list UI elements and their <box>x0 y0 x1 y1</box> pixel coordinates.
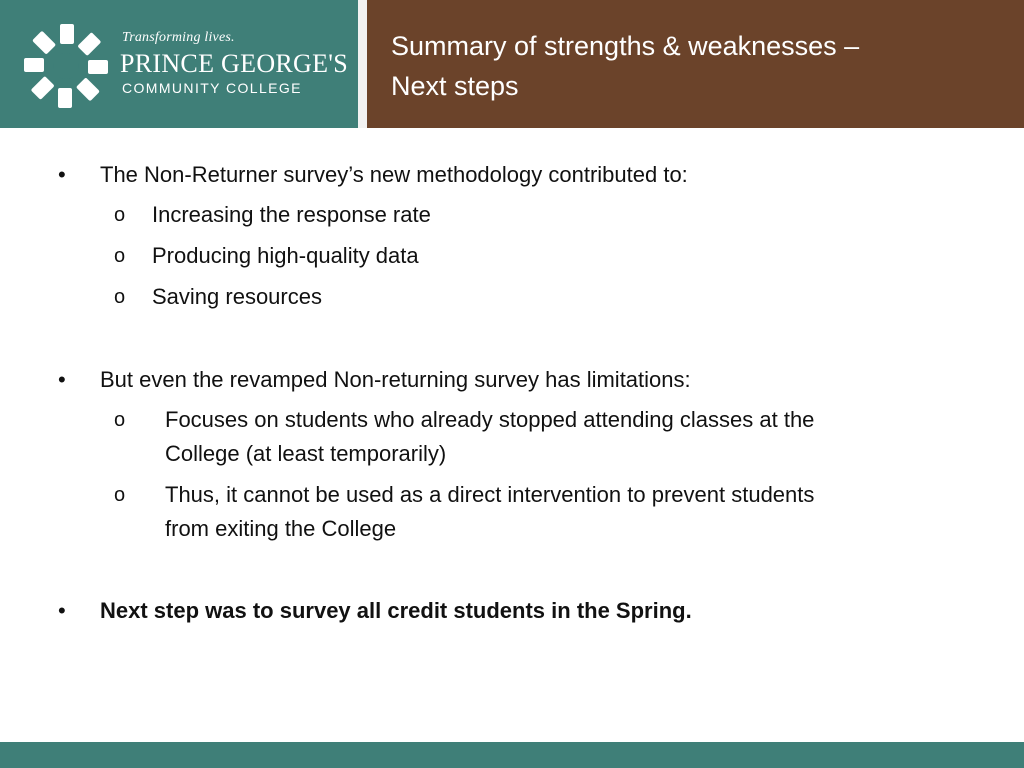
bullet-3-marker: • <box>58 598 66 623</box>
sub-marker: o <box>114 286 126 308</box>
slide-title <box>391 26 991 106</box>
header-divider <box>358 0 367 128</box>
bullet-1-text: The Non-Returner survey’s new methodology contributed to: <box>100 162 688 187</box>
sub-text-line1: Thus, it cannot be used as a direct intervention to prevent students <box>165 482 815 507</box>
sub-text: Saving resources <box>152 284 322 309</box>
sub-text: Producing high-quality data <box>152 243 419 268</box>
bullet-2-marker: • <box>58 367 66 392</box>
sub-marker: o <box>114 245 126 267</box>
bullet-1-sub-3 <box>114 280 322 314</box>
sub-text-line1: Focuses on students who already stopped attending classes at the <box>165 407 815 432</box>
college-logo-icon <box>22 22 110 110</box>
bullet-1-sub-2 <box>114 239 419 273</box>
sub-marker: o <box>114 204 126 226</box>
bullet-3 <box>58 594 960 628</box>
bullet-2-sub-2 <box>114 478 985 546</box>
bullet-3-text: Next step was to survey all credit students in the Spring. <box>100 598 692 623</box>
title-panel <box>367 0 1024 128</box>
logo-college-name: PRINCE GEORGE'S <box>120 49 349 78</box>
bullet-1-sub-1 <box>114 198 431 232</box>
slide-title-line2: Next steps <box>391 71 519 101</box>
bullet-2-sub-1 <box>114 403 965 471</box>
bullet-1-marker: • <box>58 162 66 187</box>
slide-header <box>0 0 1024 128</box>
logo-panel <box>0 0 358 128</box>
slide-title-line1: Summary of strengths & weaknesses – <box>391 31 860 61</box>
bullet-2-text: But even the revamped Non-returning survey has limitations: <box>100 367 691 392</box>
sub-marker: o <box>114 409 126 431</box>
bullet-1 <box>58 158 960 192</box>
sub-text-line2: College (at least temporarily) <box>165 441 447 466</box>
footer-bar <box>0 742 1024 768</box>
bullet-2 <box>58 363 960 397</box>
sub-text: Increasing the response rate <box>152 202 431 227</box>
sub-text-line2: from exiting the College <box>165 516 397 541</box>
logo-college-subname: COMMUNITY COLLEGE <box>122 80 302 96</box>
sub-marker: o <box>114 484 126 506</box>
logo-tagline: Transforming lives. <box>122 30 235 45</box>
